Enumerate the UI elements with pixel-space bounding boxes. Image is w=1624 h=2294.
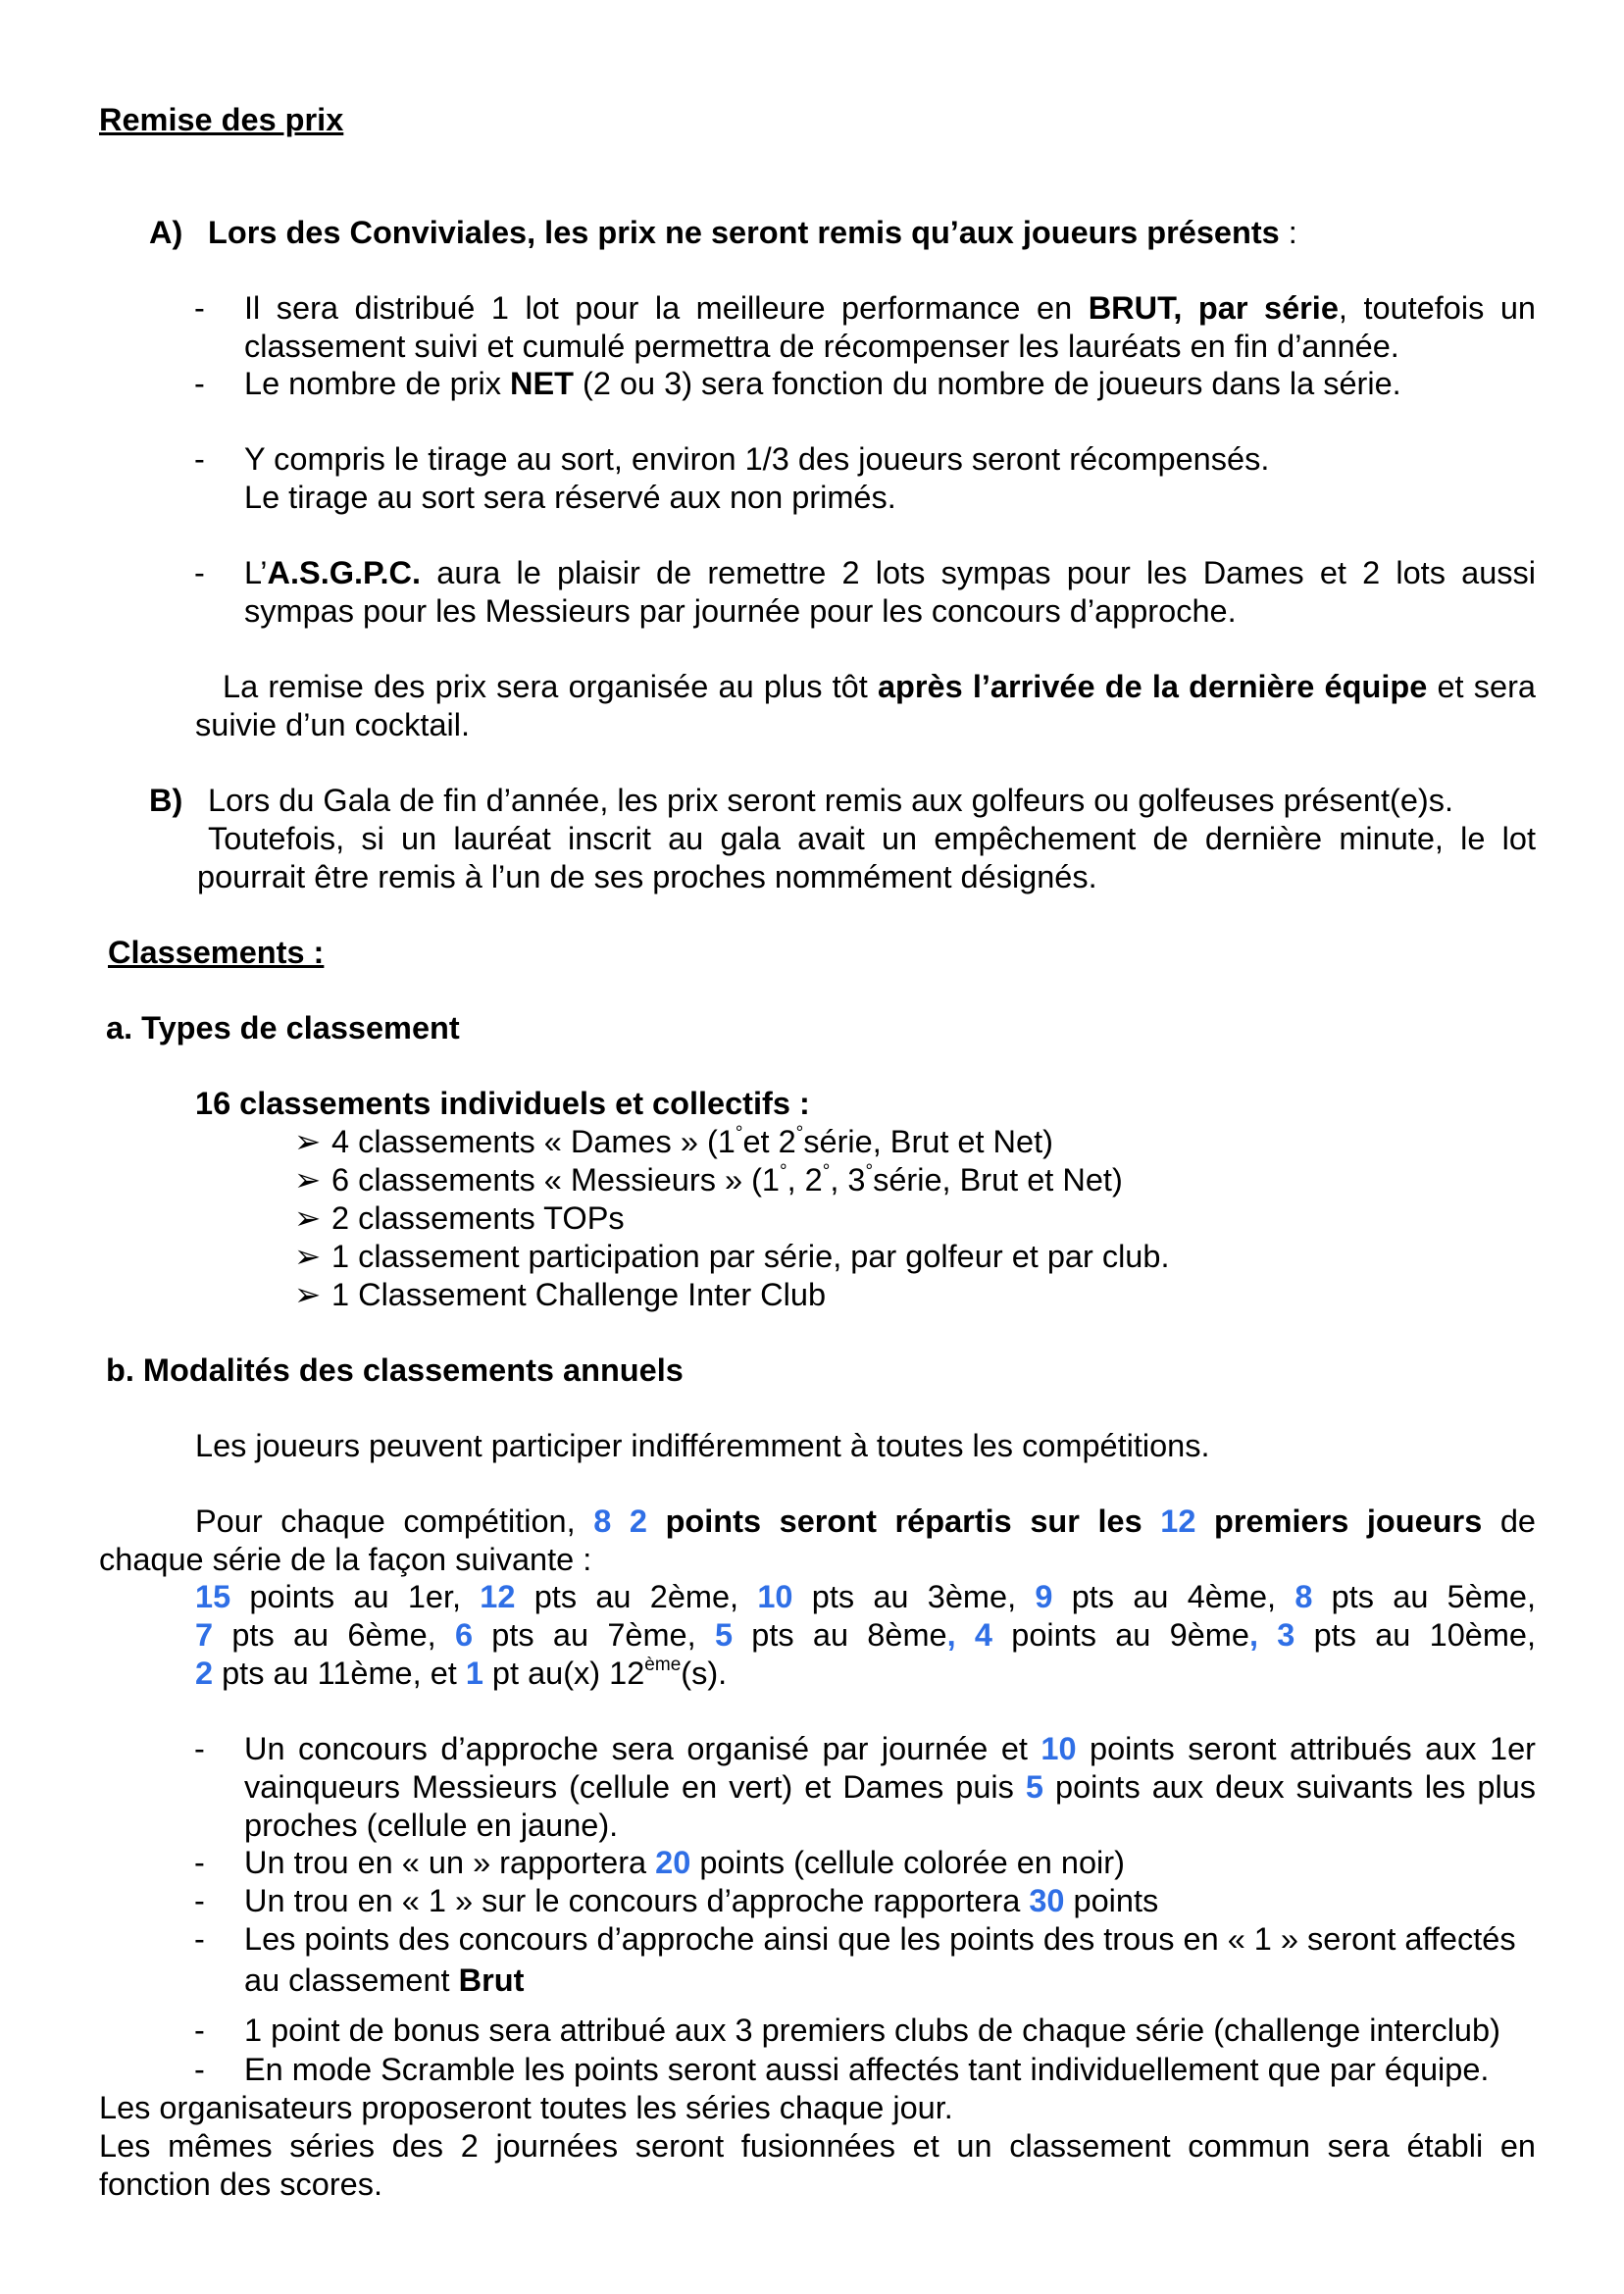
list-item-messieurs: ➢ 6 classements « Messieurs » (1°, 2°, 3°série, Brut et Net) <box>294 1161 1123 1198</box>
arrow-bullet-icon: ➢ <box>294 1277 322 1312</box>
points-line2: 7 pts au 6ème, 6 pts au 7ème, 5 pts au 8ème, 4 points au 9ème, 3 pts au 10ème, <box>195 1617 1537 1653</box>
heading-types-de-classement: a. Types de classement <box>106 1010 460 1045</box>
points-line3: 2 pts au 11ème, et 1 pt au(x) 12ème(s). <box>195 1655 728 1691</box>
heading-remise-des-prix: Remise des prix <box>99 102 344 137</box>
heading-modalites: b. Modalités des classements annuels <box>106 1352 684 1388</box>
joueurs-paragraph: Les joueurs peuvent participer indifféremment à toutes les compétitions. <box>195 1428 1210 1463</box>
heading-16-classements: 16 classements individuels et collectifs : <box>195 1086 810 1121</box>
bullet-tirage-line2: Le tirage au sort sera réservé aux non primés. <box>244 480 896 515</box>
concours-line1: Un concours d’approche sera organisé par journée et 10 points seront attribués aux 1er <box>244 1731 1536 1766</box>
section-b-line2: Toutefois, si un lauréat inscrit au gala avait un empêchement de dernière minute, le lot <box>208 821 1536 856</box>
bullet-dash: - <box>194 1845 205 1880</box>
pour-chaque-line1: Pour chaque compétition, 8 2 points seront répartis sur les 12 premiers joueurs de <box>195 1504 1537 1539</box>
arrow-bullet-icon: ➢ <box>294 1124 322 1159</box>
trou-en-1: Un trou en « 1 » sur le concours d’approche rapportera 30 points <box>244 1883 1159 1918</box>
bonus-line: 1 point de bonus sera attribué aux 3 premiers clubs de chaque série (challenge interclub) <box>244 2013 1500 2048</box>
section-b-line1: Lors du Gala de fin d’année, les prix seront remis aux golfeurs ou golfeuses présent(e)s. <box>208 783 1453 818</box>
bullet-dash: - <box>194 366 205 401</box>
concours-line3: proches (cellule en jaune). <box>244 1808 619 1843</box>
bullet-asgpc-line1: L’A.S.G.P.C. aura le plaisir de remettre 2 lots sympas pour les Dames et 2 lots aussi <box>244 555 1536 590</box>
memes-series-line1: Les mêmes séries des 2 journées seront fusionnées et un classement commun sera établi en <box>99 2128 1536 2164</box>
organisateurs-line: Les organisateurs proposeront toutes les séries chaque jour. <box>99 2090 953 2125</box>
list-item-participation: ➢ 1 classement participation par série, par golfeur et par club. <box>294 1239 1170 1274</box>
bullet-asgpc-line2: sympas pour les Messieurs par journée pour les concours d’approche. <box>244 593 1237 629</box>
concours-line2: vainqueurs Messieurs (cellule en vert) et Dames puis 5 points aux deux suivants les plus <box>244 1769 1536 1805</box>
section-a-label: A) <box>149 215 183 250</box>
memes-series-line2: fonction des scores. <box>99 2167 383 2202</box>
lespoints-line1: Les points des concours d’approche ainsi que les points des trous en « 1 » seront affectés <box>244 1921 1516 1957</box>
list-item-tops: ➢ 2 classements TOPs <box>294 1200 625 1236</box>
points-line1: 15 points au 1er, 12 pts au 2ème, 10 pts au 3ème, 9 pts au 4ème, 8 pts au 5ème, <box>195 1579 1537 1614</box>
list-item-dames: ➢ 4 classements « Dames » (1°et 2°série, Brut et Net) <box>294 1123 1053 1159</box>
section-b-line3: pourrait être remis à l’un de ses proches nommément désignés. <box>197 859 1097 894</box>
arrow-bullet-icon: ➢ <box>294 1162 322 1198</box>
bullet-dash: - <box>194 290 205 326</box>
remise-line1: La remise des prix sera organisée au plus tôt après l’arrivée de la dernière équipe et sera <box>223 669 1536 704</box>
list-item-challenge: ➢ 1 Classement Challenge Inter Club <box>294 1277 827 1312</box>
bullet-dash: - <box>194 1731 205 1766</box>
pour-chaque-line2: chaque série de la façon suivante : <box>99 1542 592 1577</box>
bullet-dash: - <box>194 441 205 477</box>
bullet-dash: - <box>194 2052 205 2087</box>
bullet-dash: - <box>194 1883 205 1918</box>
bullet-tirage-line1: Y compris le tirage au sort, environ 1/3 des joueurs seront récompensés. <box>244 441 1270 477</box>
scramble-line: En mode Scramble les points seront aussi affectés tant individuellement que par équipe. <box>244 2052 1490 2087</box>
heading-classements: Classements : <box>108 935 325 970</box>
lespoints-line2: au classement Brut <box>244 1963 525 1998</box>
section-a-title: Lors des Conviviales, les prix ne seront remis qu’aux joueurs présents : <box>208 215 1297 250</box>
arrow-bullet-icon: ➢ <box>294 1239 322 1274</box>
bullet-dash: - <box>194 555 205 590</box>
section-b-label: B) <box>149 783 183 818</box>
trou-en-un: Un trou en « un » rapportera 20 points (cellule colorée en noir) <box>244 1845 1125 1880</box>
bullet-dash: - <box>194 1921 205 1957</box>
arrow-bullet-icon: ➢ <box>294 1200 322 1236</box>
bullet-brut-line1: Il sera distribué 1 lot pour la meilleure performance en BRUT, par série, toutefois un <box>244 290 1536 326</box>
bullet-net: Le nombre de prix NET (2 ou 3) sera fonction du nombre de joueurs dans la série. <box>244 366 1401 401</box>
bullet-brut-line2: classement suivi et cumulé permettra de récompenser les lauréats en fin d’année. <box>244 329 1399 364</box>
remise-line2: suivie d’un cocktail. <box>195 707 470 742</box>
bullet-dash: - <box>194 2013 205 2048</box>
